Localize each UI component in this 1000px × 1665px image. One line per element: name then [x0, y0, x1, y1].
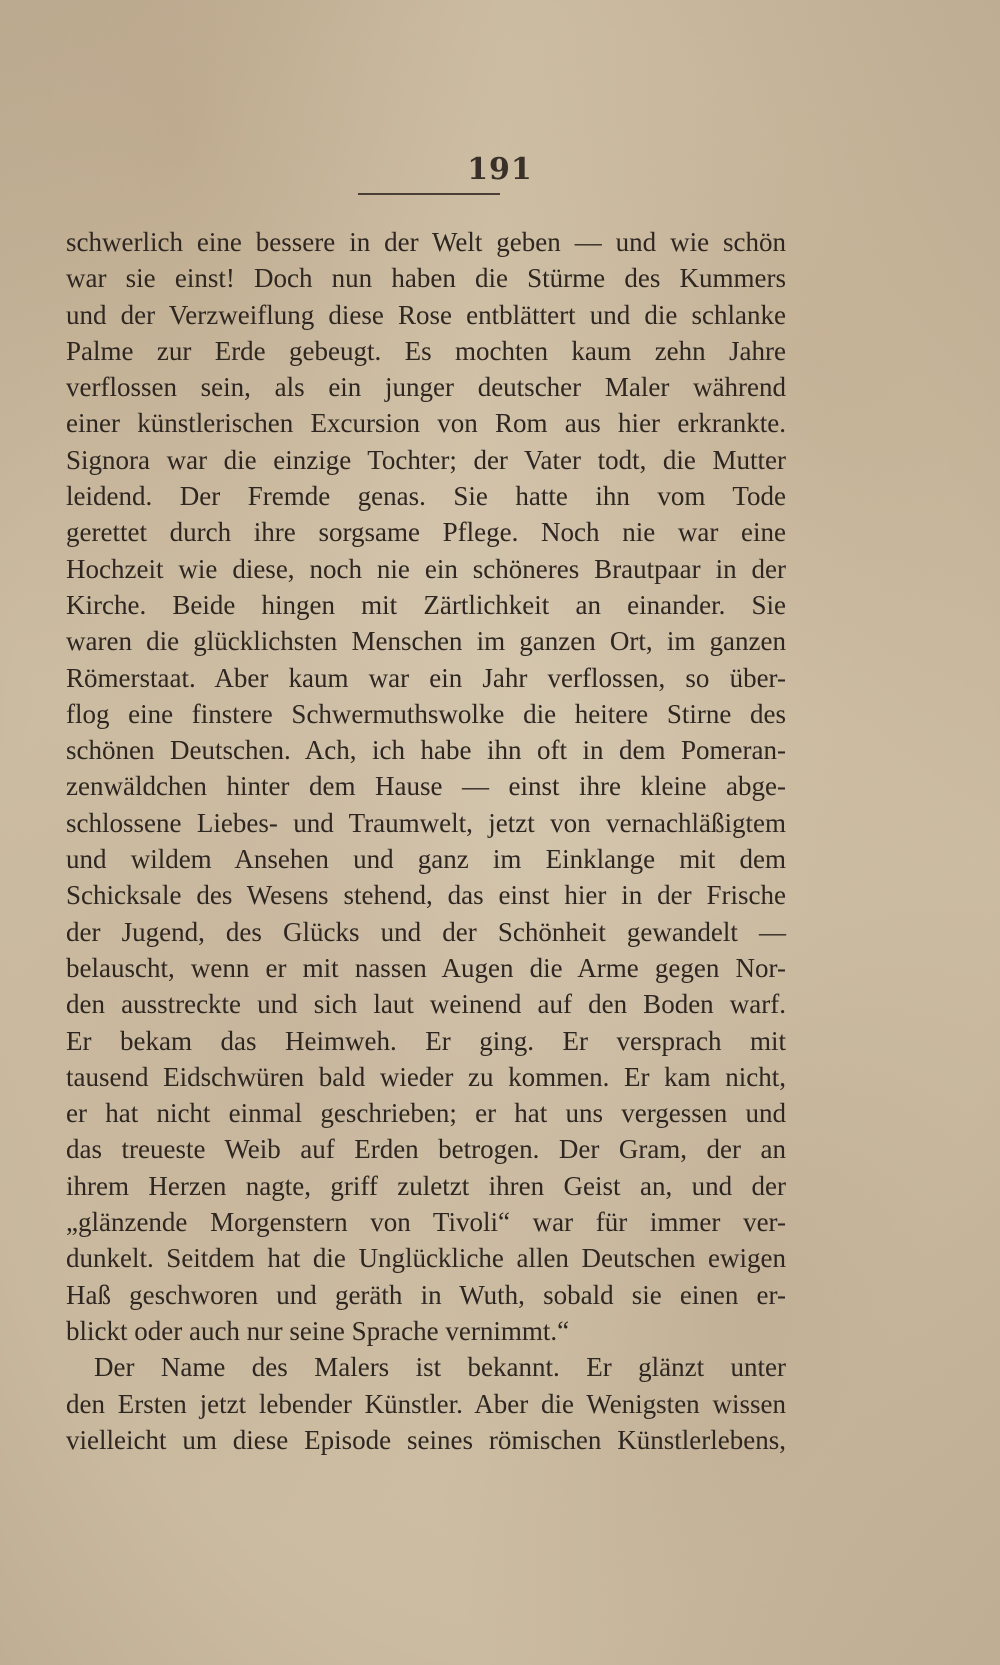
text-line: Haß geschworen und geräth in Wuth, sobald sie einen er-: [66, 1279, 786, 1310]
text-line: leidend. Der Fremde genas. Sie hatte ihn vom Tode: [66, 481, 786, 512]
text-line: „glänzende Morgenstern von Tivoli“ war für immer ver-: [66, 1207, 786, 1238]
text-line: schlossene Liebes- und Traumwelt, jetzt von vernachläßigtem: [66, 807, 786, 838]
text-line: das treueste Weib auf Erden betrogen. Der Gram, der an: [66, 1134, 786, 1165]
text-line: Palme zur Erde gebeugt. Es mochten kaum zehn Jahre: [66, 335, 786, 366]
text-line: tausend Eidschwüren bald wieder zu kommen. Er kam nicht,: [66, 1061, 786, 1092]
text-line: Hochzeit wie diese, noch nie ein schöneres Brautpaar in der: [66, 553, 786, 584]
text-line: und wildem Ansehen und ganz im Einklange mit dem: [66, 844, 786, 875]
text-line: Römerstaat. Aber kaum war ein Jahr verflossen, so über-: [66, 662, 786, 693]
text-line: vielleicht um diese Episode seines römischen Künstlerlebens,: [66, 1424, 786, 1455]
page-number: 191: [467, 152, 533, 187]
text-line: gerettet durch ihre sorgsame Pflege. Noch nie war eine: [66, 517, 786, 548]
text-line: belauscht, wenn er mit nassen Augen die Arme gegen Nor-: [66, 952, 786, 983]
text-line: Schicksale des Wesens stehend, das einst hier in der Frische: [66, 880, 786, 911]
text-line: Kirche. Beide hingen mit Zärtlichkeit an einander. Sie: [66, 589, 786, 620]
text-line: den Ersten jetzt lebender Künstler. Aber die Wenigsten wissen: [66, 1388, 786, 1419]
text-line: blickt oder auch nur seine Sprache vernimmt.“: [66, 1315, 570, 1346]
text-line: verflossen sein, als ein junger deutscher Maler während: [66, 372, 786, 403]
text-line: den ausstreckte und sich laut weinend auf den Boden warf.: [66, 989, 786, 1020]
text-line: waren die glücklichsten Menschen im ganzen Ort, im ganzen: [66, 626, 786, 657]
header-rule: [358, 193, 500, 195]
text-line: dunkelt. Seitdem hat die Unglückliche allen Deutschen ewigen: [66, 1243, 786, 1274]
text-line: und der Verzweiflung diese Rose entblättert und die schlanke: [66, 299, 786, 330]
text-line: Signora war die einzige Tochter; der Vater todt, die Mutter: [66, 444, 786, 475]
text-line: der Jugend, des Glücks und der Schönheit gewandelt —: [66, 916, 786, 947]
text-line: Er bekam das Heimweh. Er ging. Er versprach mit: [66, 1025, 786, 1056]
body-text: [66, 224, 786, 1458]
text-line: ihrem Herzen nagte, griff zuletzt ihren Geist an, und der: [66, 1170, 786, 1201]
text-line: Der Name des Malers ist bekannt. Er glänzt unter: [94, 1352, 786, 1383]
text-line: schwerlich eine bessere in der Welt geben — und wie schön: [66, 227, 786, 257]
text-line: war sie einst! Doch nun haben die Stürme des Kummers: [66, 263, 786, 294]
text-line: flog eine finstere Schwermuthswolke die heitere Stirne des: [66, 698, 786, 729]
text-line: einer künstlerischen Excursion von Rom aus hier erkrankte.: [66, 408, 786, 439]
text-line: schönen Deutschen. Ach, ich habe ihn oft in dem Pomeran-: [66, 735, 786, 766]
text-line: zenwäldchen hinter dem Hause — einst ihre kleine abge-: [66, 771, 786, 802]
text-line: er hat nicht einmal geschrieben; er hat uns vergessen und: [66, 1098, 786, 1129]
